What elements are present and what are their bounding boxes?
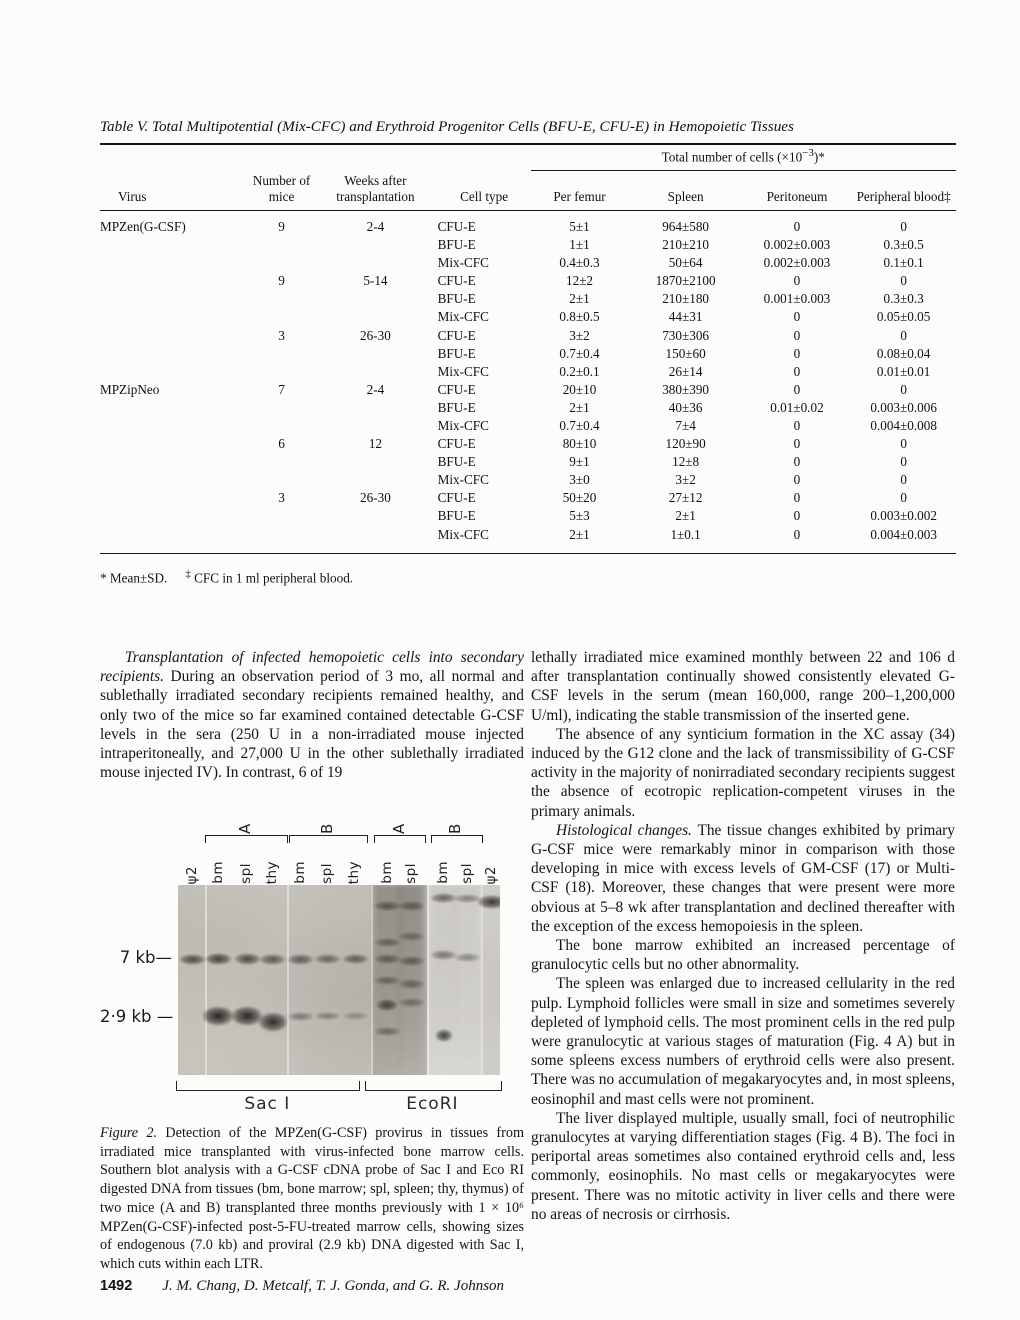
paragraph: The liver displayed multiple, usually small, foci of neutrophilic granulocytes at varying differentiation stages (Fig. 4 B). The foci in periportal areas sometimes also contained erythroid cells and, less commonly, eosinophils. No mast cells or megakaryocytes were present. There was no mitotic activity in liver cells and there were no areas of necrosis or cirrhosis. [531, 1109, 955, 1223]
table-cell [250, 525, 313, 553]
paragraph: Transplantation of infected hemopoietic cells into secondary recipients. During an observation period of 3 mo, all normal and sublethally irradiated secondary recipients remained healthy, and only two of the mice so far examined contained detectable G-CSF levels in the sera (250 U in a non-irradiated mouse injected intraperitoneally, and 27,000 U in the other sublethally irradiated mouse injected IV). In contrast, 6 of 19 [100, 649, 524, 782]
table-row [100, 210, 956, 236]
gel-band [287, 954, 314, 965]
table-cell [100, 525, 250, 553]
table-cell: Mix-CFC [437, 309, 489, 325]
gel-lane-label-text: spl [402, 863, 419, 884]
table-cell: 0.004±0.008 [870, 417, 937, 433]
gel-group-bracket [289, 835, 368, 843]
table-footnote [100, 568, 353, 586]
table-cell: 7±4 [675, 417, 696, 433]
paragraph-lead: Transplantation of infected hemopoietic cells into secondary recipients. [100, 649, 524, 686]
column-header: Peripheral blood‡ [851, 171, 956, 211]
gel-lane-label [346, 838, 364, 884]
table-cell: 2-4 [366, 218, 385, 234]
gel-band [234, 953, 261, 965]
gel-band [374, 938, 401, 947]
table-cell: Mix-CFC [437, 255, 489, 271]
table-cell: 0 [900, 218, 907, 234]
table-cell: MPZen(G-CSF) [100, 218, 186, 234]
gel-enzyme-label: Sac I [244, 1094, 291, 1114]
table-cell: 0.3±0.5 [883, 237, 924, 253]
gel-lane-label [402, 838, 420, 884]
table-cell: 0.05±0.05 [876, 309, 931, 325]
table-cell: Mix-CFC [437, 526, 489, 542]
table-cell [100, 254, 250, 272]
table-row [100, 290, 956, 308]
table-cell: 7 [278, 381, 285, 397]
gel-group-label [391, 808, 407, 834]
gel-lane-label [459, 838, 477, 884]
column-header-row [100, 171, 956, 211]
paragraph: Histological changes. The tissue changes exhibited by primary G-CSF mice were remarkably minor in comparison with those developing in mice with excess levels of GM-CSF (17) or Multi-CSF (18). Moreover, these changes that were present were more obvious at 5–8 wk after transplantation and declined thereafter with the exception of the excess hemopoiesis in the spleen. [531, 821, 955, 935]
table-cell [100, 290, 250, 308]
table-cell: 0 [900, 381, 907, 397]
gel-group-bracket [205, 835, 288, 843]
table-cell: 44±31 [668, 309, 703, 325]
table-cell: 2±1 [675, 508, 696, 524]
table-cell [250, 471, 313, 489]
gel-group-label-text: B [318, 823, 337, 834]
table-cell: CFU-E [437, 218, 476, 234]
table-cell [100, 435, 250, 453]
table-cell [100, 308, 250, 326]
table-cell: 26-30 [360, 327, 391, 343]
table-row [100, 489, 956, 507]
table-cell: BFU-E [437, 454, 476, 470]
gel-band [398, 979, 425, 989]
authors-line: J. M. Chang, D. Metcalf, T. J. Gonda, and G. R. Johnson [162, 1278, 505, 1294]
table-cell [313, 399, 437, 417]
table-cell: CFU-E [437, 436, 476, 452]
gel-marker-label: 7 kb— [119, 948, 172, 968]
table-row [100, 254, 956, 272]
table-cell: Mix-CFC [437, 417, 489, 433]
table-row [100, 308, 956, 326]
table-cell: 150±60 [665, 345, 706, 361]
table-cell: 0.7±0.4 [559, 417, 600, 433]
table-cell [313, 453, 437, 471]
table-cell: 0 [900, 490, 907, 506]
table-cell: 12±8 [672, 454, 700, 470]
gel-lane-label-text: thy [346, 860, 363, 884]
table-cell [100, 345, 250, 363]
table-row [100, 236, 956, 254]
table-cell: 0.2±0.1 [559, 363, 600, 379]
table-row [100, 525, 956, 553]
gel-band [179, 954, 206, 965]
table-cell [313, 471, 437, 489]
table-cell [100, 417, 250, 435]
table-cell [250, 453, 313, 471]
table-cell: 0.1±0.1 [883, 255, 924, 271]
table-cell [250, 399, 313, 417]
table-cell: BFU-E [437, 291, 476, 307]
column-header: Spleen [629, 171, 743, 211]
table-cell [250, 236, 313, 254]
gel-lane-label-text: bm [291, 861, 308, 884]
table-cell: 12 [368, 436, 383, 452]
figure-gel [100, 800, 525, 1122]
table-row [100, 399, 956, 417]
table-cell: 0 [900, 454, 907, 470]
column-header: Peritoneum [743, 171, 852, 211]
table-cell: 3±0 [569, 472, 590, 488]
gel-band [342, 1012, 369, 1020]
table-cell [100, 471, 250, 489]
table-cell: CFU-E [437, 327, 476, 343]
table-cell: 9 [278, 273, 285, 289]
table-cell: CFU-E [437, 490, 476, 506]
span-header-sup: −3 [802, 147, 814, 159]
gel-group-label-text: A [389, 823, 408, 834]
table-cell: 9 [278, 218, 285, 234]
table-cell: 1870±2100 [655, 273, 716, 289]
footnote-dagger: ‡ [185, 568, 191, 580]
gel-band [398, 956, 425, 966]
table-cell: Mix-CFC [437, 363, 489, 379]
table-cell: 0.001±0.003 [763, 291, 831, 307]
gel-lane-label-text: thy [264, 860, 281, 884]
gel-lane-label-text: spl [459, 863, 476, 884]
table-cell: CFU-E [437, 381, 476, 397]
table-cell [100, 453, 250, 471]
gel-lane-label [238, 838, 256, 884]
span-header-text: Total number of cells (×10 [661, 149, 803, 165]
gel-film-seam [481, 885, 483, 1075]
table-cell [100, 326, 250, 344]
gel-lane-label [264, 838, 282, 884]
table-cell: 120±90 [665, 436, 706, 452]
gel-film-seam [287, 885, 289, 1075]
table-cell [313, 417, 437, 435]
table-cell: 0 [793, 218, 801, 234]
body-column-left [100, 648, 524, 782]
gel-film-seam [205, 885, 207, 1075]
table-row [100, 435, 956, 453]
table-cell: 2±1 [569, 526, 590, 542]
gel-band [398, 932, 425, 941]
table-cell: 380±390 [662, 381, 710, 397]
table-cell: 6 [278, 436, 285, 452]
footnote-mean-sd: * Mean±SD. [100, 570, 168, 586]
body-column-right [531, 648, 955, 1224]
gel-band [454, 953, 481, 962]
gel-group-label [448, 808, 464, 834]
gel-lane-label [183, 838, 201, 884]
table-cell: 0 [793, 273, 801, 289]
table-cell: BFU-E [437, 508, 476, 524]
results-table-body [100, 210, 956, 553]
table-cell: 0.8±0.5 [559, 309, 600, 325]
table-cell: 5-14 [363, 273, 388, 289]
gel-marker-label: 2·9 kb — [100, 1007, 174, 1026]
table-cell: 3 [278, 490, 285, 506]
table-cell: 1±1 [569, 237, 590, 253]
paragraph: lethally irradiated mice examined monthly between 22 and 106 d after transplantation continually showed consistently elevated G-CSF levels in the serum (mean 160,000, range 200–1,200,000 U/ml), indicating the stable transmission of the inserted gene. [531, 649, 955, 724]
paragraph: The absence of any synticium formation in the XC assay (34) induced by the G12 clone and the lack of transmissibility of G-CSF activity in the majority of nonirradiated secondary recipients suggest the absence of ecotropic replication-competent viruses in the primary animals. [531, 725, 955, 820]
column-header: Virus [100, 171, 250, 211]
table-cell: 0.08±0.04 [876, 345, 931, 361]
table-row [100, 345, 956, 363]
gel-band [374, 976, 401, 985]
gel-lane-smear [431, 885, 457, 1075]
table-cell [100, 236, 250, 254]
gel-group-label [238, 808, 254, 834]
table-row [100, 381, 956, 399]
gel-lane-smear [455, 885, 481, 1075]
table-cell: 210±180 [662, 291, 710, 307]
table-cell: 12±2 [566, 273, 594, 289]
table-row [100, 326, 956, 344]
table-cell [100, 363, 250, 381]
table-cell: 0 [793, 309, 801, 325]
table-cell [313, 363, 437, 381]
span-header-post: )* [813, 149, 825, 165]
table-cell: CFU-E [437, 273, 476, 289]
gel-group-label-text: B [446, 823, 465, 834]
paragraph: The bone marrow exhibited an increased percentage of granulocytic cells but no other abnormality. [531, 937, 955, 974]
gel-enzyme-bracket [365, 1081, 502, 1091]
gel-enzyme-label: EcoRI [406, 1094, 459, 1114]
table-cell: 50±20 [562, 490, 597, 506]
gel-lane-label [483, 838, 501, 884]
table-cell: 0 [793, 454, 801, 470]
table-cell [250, 345, 313, 363]
table-cell: 0 [793, 490, 801, 506]
table-row [100, 507, 956, 525]
figure-caption-lead: Figure 2. [100, 1125, 158, 1141]
table-cell: 0 [793, 436, 801, 452]
gel-band [376, 999, 398, 1011]
table-cell: 26-30 [360, 490, 391, 506]
gel-lane-label [291, 838, 309, 884]
gel-lane-label-text: bm [434, 861, 451, 884]
results-table [100, 143, 956, 554]
gel-band [258, 1012, 288, 1032]
table-cell: 0 [793, 508, 801, 524]
gel-band [374, 1027, 401, 1036]
table-cell: BFU-E [437, 237, 476, 253]
paragraph-lead: Histological changes. [556, 821, 698, 839]
table-cell: 3±2 [569, 327, 590, 343]
table-cell: 1±0.1 [670, 526, 701, 542]
gel-lane-label-text: bm [378, 861, 395, 884]
table-cell: 3 [278, 327, 285, 343]
table-cell: 0 [793, 417, 801, 433]
gel-film-seam [371, 885, 373, 1075]
gel-lane-label [209, 838, 227, 884]
footnote-cfc: CFC in 1 ml peripheral blood. [190, 570, 354, 586]
table-cell: 210±210 [662, 237, 710, 253]
table-cell: 0.002±0.003 [763, 255, 831, 271]
table-cell [250, 507, 313, 525]
table-cell [313, 525, 437, 553]
gel-band [205, 953, 232, 965]
table-cell: 0 [793, 526, 801, 542]
gel-film-seam [427, 885, 429, 1075]
table-cell: 80±10 [562, 436, 597, 452]
column-header: Cell type [438, 171, 531, 211]
table-cell: 0 [900, 273, 907, 289]
table-cell: 0.4±0.3 [559, 255, 600, 271]
table-cell: 0.01±0.01 [876, 363, 931, 379]
table-cell: Mix-CFC [437, 472, 489, 488]
table-cell: 2±1 [569, 399, 590, 415]
gel-lane-label [378, 838, 396, 884]
table-cell [250, 290, 313, 308]
table-title: Table V. Total Multipotential (Mix-CFC) and Erythroid Progenitor Cells (BFU-E, CFU-E) in Hemopoietic Tissues [100, 118, 794, 135]
column-header: Number of mice [250, 171, 313, 211]
gel-band [398, 901, 425, 911]
table-cell: 0.3±0.3 [883, 291, 924, 307]
table-cell [250, 417, 313, 435]
gel-group-bracket [431, 835, 483, 843]
table-cell: 730±306 [662, 327, 710, 343]
gel-lane-label-text: spl [238, 863, 255, 884]
gel-band [342, 954, 369, 964]
gel-enzyme-bracket [176, 1081, 360, 1091]
table-cell: 3±2 [675, 472, 696, 488]
table-cell: 0 [793, 363, 801, 379]
table-cell [313, 254, 437, 272]
gel-group-bracket [374, 835, 426, 843]
gel-band [435, 1029, 453, 1042]
table-cell [313, 236, 437, 254]
table-cell: 50±64 [668, 255, 703, 271]
page-number: 1492 [100, 1278, 133, 1294]
table-cell [313, 507, 437, 525]
gel-band [314, 954, 341, 964]
gel-blot [178, 885, 500, 1075]
table-cell: 0.7±0.4 [559, 345, 600, 361]
figure-caption-text: Detection of the MPZen(G-CSF) provirus in tissues from irradiated mice transplanted with virus-infected bone marrow cells. Southern blot analysis with a G-CSF cDNA probe of Sac I and Eco RI digested DNA from tissues (bm, bone marrow; spl, spleen; thy, thymus) of two mice (A and B) transplanted three months previously with 1 × 10⁶ MPZen(G-CSF)-infected post-5-FU-treated marrow cells, showing sizes of endogenous (7.0 kb) and proviral (2.9 kb) DNA digested with Sac I, which cuts within each LTR. [100, 1125, 525, 1272]
table-cell: 0 [793, 345, 801, 361]
gel-band [259, 954, 286, 965]
table-cell [313, 290, 437, 308]
table-cell [100, 399, 250, 417]
gel-band [287, 1012, 314, 1021]
column-header: Weeks after transplantation [313, 171, 437, 211]
gel-band [374, 954, 401, 964]
table-cell: 0 [900, 327, 907, 343]
table-cell: 0.01±0.02 [770, 399, 824, 415]
gel-lane-label-text: spl [318, 863, 335, 884]
span-header-row [100, 144, 956, 171]
table-cell: 0.004±0.003 [870, 526, 937, 542]
table-cell [250, 254, 313, 272]
gel-lane-label-text: ψ2 [183, 865, 200, 884]
figure-caption [100, 1124, 524, 1274]
gel-band [202, 1006, 234, 1026]
table-cell: 0 [900, 472, 907, 488]
table-cell: 0.003±0.002 [870, 508, 937, 524]
gel-group-label [320, 808, 336, 834]
gel-film-region [481, 885, 500, 1075]
column-header: Per femur [531, 171, 629, 211]
gel-lane-label-text: bm [209, 861, 226, 884]
table-cell: 2-4 [366, 381, 385, 397]
table-cell: 2±1 [569, 291, 590, 307]
table-cell: 9±1 [569, 454, 590, 470]
table-cell [313, 308, 437, 326]
table-cell: 5±1 [569, 218, 590, 234]
gel-group-label-text: A [236, 823, 255, 834]
table-row [100, 471, 956, 489]
table-cell: 0 [793, 327, 801, 343]
gel-lane-label-text: ψ2 [483, 865, 500, 884]
table-cell: BFU-E [437, 399, 476, 415]
table-cell: 0 [900, 436, 907, 452]
gel-lane-label [319, 838, 337, 884]
table-cell: 40±36 [668, 399, 703, 415]
gel-band [314, 1012, 341, 1020]
table-cell: BFU-E [437, 345, 476, 361]
table-row [100, 453, 956, 471]
table-row [100, 272, 956, 290]
table-cell: 0 [793, 472, 801, 488]
table-cell: 26±14 [668, 363, 703, 379]
table-cell: MPZipNeo [100, 381, 160, 397]
table-row [100, 417, 956, 435]
table-cell: 964±580 [662, 218, 710, 234]
gel-band [374, 901, 401, 911]
table-cell [100, 489, 250, 507]
table-cell [250, 308, 313, 326]
table-cell: 0 [793, 381, 801, 397]
table-cell: 0.003±0.006 [870, 399, 937, 415]
table-cell: 27±12 [668, 490, 703, 506]
paragraph: The spleen was enlarged due to increased cellularity in the red pulp. Lymphoid follicles were small in size and sometimes severely depleted of lymphoid cells. The most prominent cells in the red pulp were granulocytic at various stages of maturation (Fig. 4 A) but in some spleens excess numbers of erythroid cells were also present. There was no accumulation of megakaryocytes and, in most spleens, eosinophil and mast cells were not prominent. [531, 975, 955, 1108]
span-header [531, 144, 957, 171]
table-cell [100, 272, 250, 290]
gel-lane-label [435, 838, 453, 884]
table-cell [100, 507, 250, 525]
table-cell [313, 345, 437, 363]
table-row [100, 363, 956, 381]
span-header-spacer [100, 144, 531, 171]
table-cell: 0.002±0.003 [763, 237, 831, 253]
table-cell: 5±3 [569, 508, 590, 524]
table-cell: 20±10 [562, 381, 597, 397]
table-cell [250, 363, 313, 381]
page-footer [100, 1278, 504, 1295]
